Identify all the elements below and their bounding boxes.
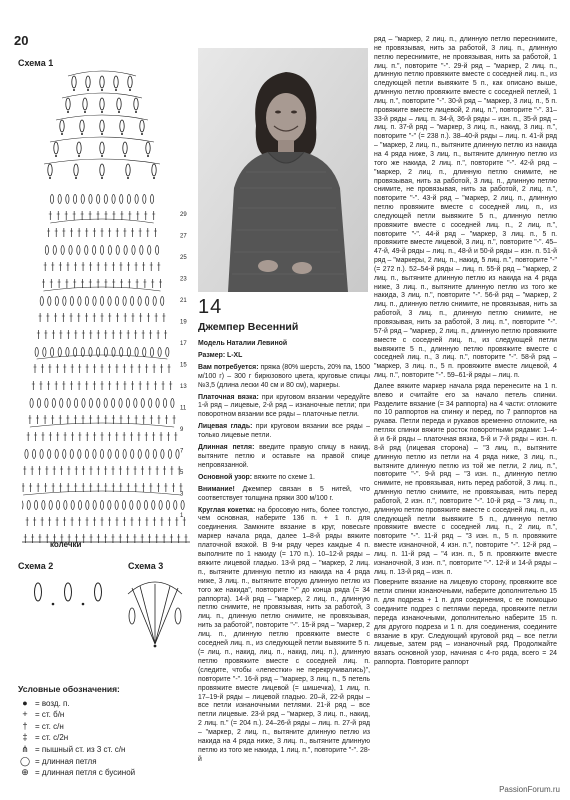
legend-label: = возд. п. bbox=[35, 698, 70, 708]
main-pattern-label: Основной узор: bbox=[198, 473, 253, 481]
legend-label: = ст. с/2н bbox=[35, 733, 69, 743]
legend-item bbox=[18, 732, 193, 744]
author-label: Модель Наталии Левиной bbox=[198, 340, 288, 347]
row-number: 11 bbox=[180, 405, 187, 412]
row-number: 9 bbox=[180, 427, 184, 433]
row-number: 7 bbox=[180, 448, 184, 455]
model-photo bbox=[198, 48, 368, 292]
treble-crochet-icon: ‡ bbox=[22, 732, 28, 743]
single-crochet-icon: + bbox=[22, 709, 28, 720]
schema2-title: Схема 2 bbox=[18, 561, 54, 571]
long-loop-bead-icon: ⊕ bbox=[21, 767, 29, 778]
legend-label: = ст. с/н bbox=[35, 721, 64, 731]
long-loop-icon: ◯ bbox=[19, 755, 31, 766]
materials-label: Вам потребуется: bbox=[198, 363, 259, 371]
schema3-title: Схема 3 bbox=[128, 561, 164, 571]
body-paragraph: Далее вяжите маркер начала ряда перенесите на 1 п. влево и считайте его за начало петель спинки. Разделите вязание (= 34 раппорта) на 4 части: отложите по 10 раппортов на спинку и перед, по 7 раппортов на рукава. Петли переда и рукавов временно отложите, на петлях спинки вяжите росток поворотными рядами: 1–4-й и 6-й ряды – платочная вязка, 5-й и 7-й ряды – изн. п. 8-й ряд (лицевая сторона) – "3 лиц. п., вытяните длинную петлю из петли на 4 ряда ниже, 3 лиц. п., вытяните длинную петлю из той же петли, 2 лиц. п.", повторите "-". 9-й ряд – "3 изн. п., длинную петлю снимите, не провязывая, нить перед работой, 3 лиц. п., длинную петлю снимите, не провязывая, нить перед работой, 2 изн. п.", повторите "-". 10-й ряд – "3 лиц. п., длинную петлю провяжите вместе с соседней лиц. п., из следующей петли вывяжите 5 п., длинную петлю провяжите вместе с соседней лиц. п., 2 лиц. п.", повторите "-". 11-й ряд – "3 изн. п., 5 п. провяжите вместе изнаночной, 4 изн. п.", повторите "-". 12-й ряд – лиц. п. 11-й ряд – "4 изн. п., 5 п. провяжите вместе изнаночной, 3 изн. п.", повторите "-". 12-й и 14-й ряды – лиц. п. 13-й ряд – изн. п. bbox=[374, 382, 557, 576]
main-pattern-paragraph bbox=[198, 474, 370, 483]
author-line bbox=[198, 340, 370, 349]
legend-label: = пышный ст. из 3 ст. с/н bbox=[35, 744, 126, 754]
watermark: PassionForum.ru bbox=[499, 785, 560, 794]
rows-paragraph: ряд – "маркер, 2 лиц. п., длинную петлю переснимите, не провязывая, нить за работой, 3 лиц. п., длинную петлю переснимите, не провязывая, нить за работой, 1 лиц. п.", повторите "-". 29-й ряд – "маркер, 2 лиц. п., длинную петлю провяжите вместе с соседней лиц. п., из следующей петли вывяжите 5 п., как описано выше, длинную петлю провяжите вместе с соседней петлей, 1 лиц. п.", повторите "-". 30-й ряд – "маркер, 3 лиц. п., 5 п. провяжите вместе лицевой, 2 лиц. п.", повторите "-". 31–33-й ряды – лиц. п. 34-й, 36-й ряды – изн. п., 35-й ряд – лиц. п. 37-й ряд – "маркер, 3 лиц. п., накид, 3 лиц. п.", повторите "-" (= 238 п.). 38–40-й ряды – лиц. п. 41-й ряд – "маркер, 2 лиц. п., вытяните длинную петлю из накида на 4 ряда ниже, 3 лиц. п., вытяните длинную петлю из того же накида, 2 лиц. п.", повторите "-". 42-й ряд – "маркер, 2 лиц. п., длинную петлю снимите, не провязывая, нить за работой, 3 лиц. п., длинную петлю снимите, не провязывая, нить за работой, 2 лиц. п.", повторите "-". 43-й ряд – "маркер, 2 лиц. п., длинную петлю провяжите вместе с соседней лиц. п., из следующей петли вывяжите 5 п., длинную петлю провяжите вместе с соседней лиц. п., 2 лиц. п.", повторите "-". 44-й ряд – "маркер, 3 лиц. п., 5 п. провяжите вместе лицевой, 3 лиц. п.", повторите "-". 45–47-й, 49-й ряды – лиц. п., 48-й и 50-й ряды – изн. п. 51-й ряд – "маркеры, 2 лиц. п., накид, 5 лиц. п.", повторите "-" (= 272 п.). 52–54-й ряды – лиц. п. 55-й ряд – "маркер, 2 лиц. п., вытяните длинную петлю из накида на 4 ряда ниже, 3 лиц. п., вытяните длинную петлю из того же накида, 3 лиц. п.", повторите "-". 56-й ряд – "маркер, 2 лиц. п., длинную петлю снимите, не провязывая, нить за работой, 3 лиц. п., длинную петлю снимите, не провязывая, нить за работой, 3 лиц. п.", повторите "-". 57-й ряд – "маркер, 2 лиц. п., длинную петлю провяжите вместе с соседней лиц. п., из следующей петли вывяжите 5 п., длинную петлю провяжите вместе с соседней лиц. п., 3 лиц. п.", повторите "-". 58-й ряд – "маркер, 3 лиц. п., 5 п. провяжите вместе лицевой, 4 лиц. п.", повторите "-". 59–61-й ряды – лиц. п. bbox=[374, 36, 557, 380]
yoke-label: Круглая кокетка: bbox=[198, 506, 256, 514]
legend-label: = длинная петля bbox=[35, 756, 97, 766]
legend-item bbox=[18, 698, 193, 710]
main-pattern-text: вяжите по схеме 1. bbox=[252, 473, 315, 481]
row-number: 25 bbox=[180, 255, 187, 261]
size-line bbox=[198, 352, 370, 361]
row-number: 13 bbox=[180, 384, 187, 390]
row-number: 5 bbox=[180, 470, 184, 476]
instructions-left-column bbox=[198, 340, 370, 768]
legend-label: = длинная петля с бусиной bbox=[35, 768, 136, 778]
row-number: 3 bbox=[180, 491, 184, 498]
model-number: 14 bbox=[198, 296, 223, 318]
instructions-right-column bbox=[374, 36, 557, 670]
legend-item bbox=[18, 756, 193, 768]
legend-item bbox=[18, 767, 193, 779]
row-number: 1 bbox=[180, 513, 184, 519]
size-label: Размер: L-XL bbox=[198, 351, 243, 359]
yoke-text: на бросовую нить, более толстую, чем основная, наберите 136 п. + 1 п. для соединения. Замкните вязание в круг, повесьте маркер начала ряда, далее 1–8-й ряды вяжите платочной вязкой. В 9-м ряду через каждые 4 п. выполните по 1 накиду (= 170 п.). 10–12-й ряды – вяжите лицевой гладью. 13-й ряд – "маркер, 2 лиц. п., вытяните длинную петлю из накида на 4 ряда ниже, 3 лиц. п., вытяните вторую длинную петлю из того же накида", повторите "-" до конца ряда (= 34 раппорта). 14-й ряд – "маркер, 2 лиц. п., длинную петлю снимите, не провязывая, нить за работой, 3 лиц. п., длинную петлю снимите, не провязывая, нить за работой", повторите "-". 15-й ряд – "маркер, 2 лиц. п., длинную петлю провяжите вместе с соседней лиц. п., из следующей петли вывяжите 5 п. (= лиц. п., накид, лиц. п., накид, лиц. п.), длинную петлю провяжите вместе с соседней лиц. п. (следите, чтобы «лепестки» не перекручивались)", повторите "-". 16-й ряд – "маркер, 3 лиц. п., 5 петель провяжите вместе лицевой (= шишечка), 1 лиц. п. 17–19-й ряды – лицевой гладью. 20–й, 22-й ряды – все петли изнаночными петлями. 21-й ряд – все петли лицевые. 23-й ряд – "маркер, 3 лиц. п., накид, 2 лиц. п." (= 204 п.). 24–26-й ряды – лиц. п. 27-й ряд – "маркер, 2 лиц. п., вытяните длинную петлю из накида на 4 ряда ниже, 3 лиц. п., вытяните длинную петлю из того же накида, 1 лиц. п.", повторите "-". 28-й bbox=[198, 506, 370, 763]
schema1-chart bbox=[22, 64, 190, 544]
stockinette-paragraph bbox=[198, 423, 370, 441]
model-title: Джемпер Весенний bbox=[198, 321, 299, 333]
long-loop-paragraph bbox=[198, 444, 370, 471]
row-number: 23 bbox=[180, 276, 187, 283]
garter-label: Платочная вязка: bbox=[198, 393, 259, 401]
legend-label: = ст. б/н bbox=[35, 710, 65, 720]
row-number: 19 bbox=[180, 319, 187, 326]
legend-item bbox=[18, 721, 193, 733]
garter-paragraph bbox=[198, 394, 370, 421]
model-photo-drawing bbox=[198, 48, 368, 292]
long-loop-label: Длинная петля: bbox=[198, 444, 255, 452]
long-loop-text: введите правую спицу в накид, вытяните петлю и оставьте на правой спице непровязанной. bbox=[198, 444, 370, 469]
attention-label: Внимание! bbox=[198, 485, 235, 493]
schema1-title: Схема 1 bbox=[18, 58, 54, 68]
stockinette-text: при круговом вязании все ряды – только лицевые петли. bbox=[198, 423, 370, 440]
row-number: 29 bbox=[180, 212, 187, 218]
row-number: 17 bbox=[180, 341, 187, 347]
row-number: 27 bbox=[180, 233, 187, 240]
chain-stitch-icon: ● bbox=[22, 697, 28, 708]
schema2-chart bbox=[28, 576, 108, 608]
legend bbox=[18, 684, 193, 779]
join-paragraph: Поверните вязание на лицевую сторону, провяжите все петли спинки изнаночными, наберите дополнительно 15 п. для подреза + 1 п. для соединения, с ее помощью соедините подрез с петлями переда, провяжите петли переда изнаночными, дополнительно наберите 15 п. для другого подреза и 1 п. для соединения, соедините вязание в круг. Следующий круговой ряд – все петли лицевые, затем ряд – изнаночный ряд. Продолжайте вязать основной узор, начиная с 4-го ряда, всего = 24 раппорта. Повторите раппорт bbox=[374, 579, 557, 667]
materials-paragraph bbox=[198, 364, 370, 391]
legend-title: Условные обозначения: bbox=[18, 684, 120, 694]
row-number: 21 bbox=[180, 298, 187, 304]
attention-paragraph bbox=[198, 486, 370, 504]
kolechki-label: колечки bbox=[50, 540, 82, 549]
legend-item bbox=[18, 744, 193, 756]
row-number: 15 bbox=[180, 362, 187, 369]
legend-item bbox=[18, 709, 193, 721]
puff-stitch-icon: ⋔ bbox=[21, 743, 29, 754]
double-crochet-icon: † bbox=[22, 720, 28, 731]
materials-text: пряжа (80% шерсть, 20% па, 1500 м/100 г) – 300 г бирюзового цвета, круговые спицы №3,5 (длина лески 40 см и 80 см), маркеры. bbox=[198, 363, 370, 389]
page-number: 20 bbox=[14, 33, 29, 48]
stockinette-label: Лицевая гладь: bbox=[198, 423, 253, 431]
schema3-chart bbox=[120, 574, 190, 650]
attention-text: Джемпер связан в 5 нитей, что соответствует толщина пряжи 300 м/100 г. bbox=[198, 485, 370, 502]
garter-text: при круговом вязании чередуйте 1-й ряд – лицевые, 2-й ряд – изнаночные петли; при поворотном вязании все ряды – платочные петли. bbox=[198, 393, 370, 419]
yoke-paragraph bbox=[198, 507, 370, 765]
